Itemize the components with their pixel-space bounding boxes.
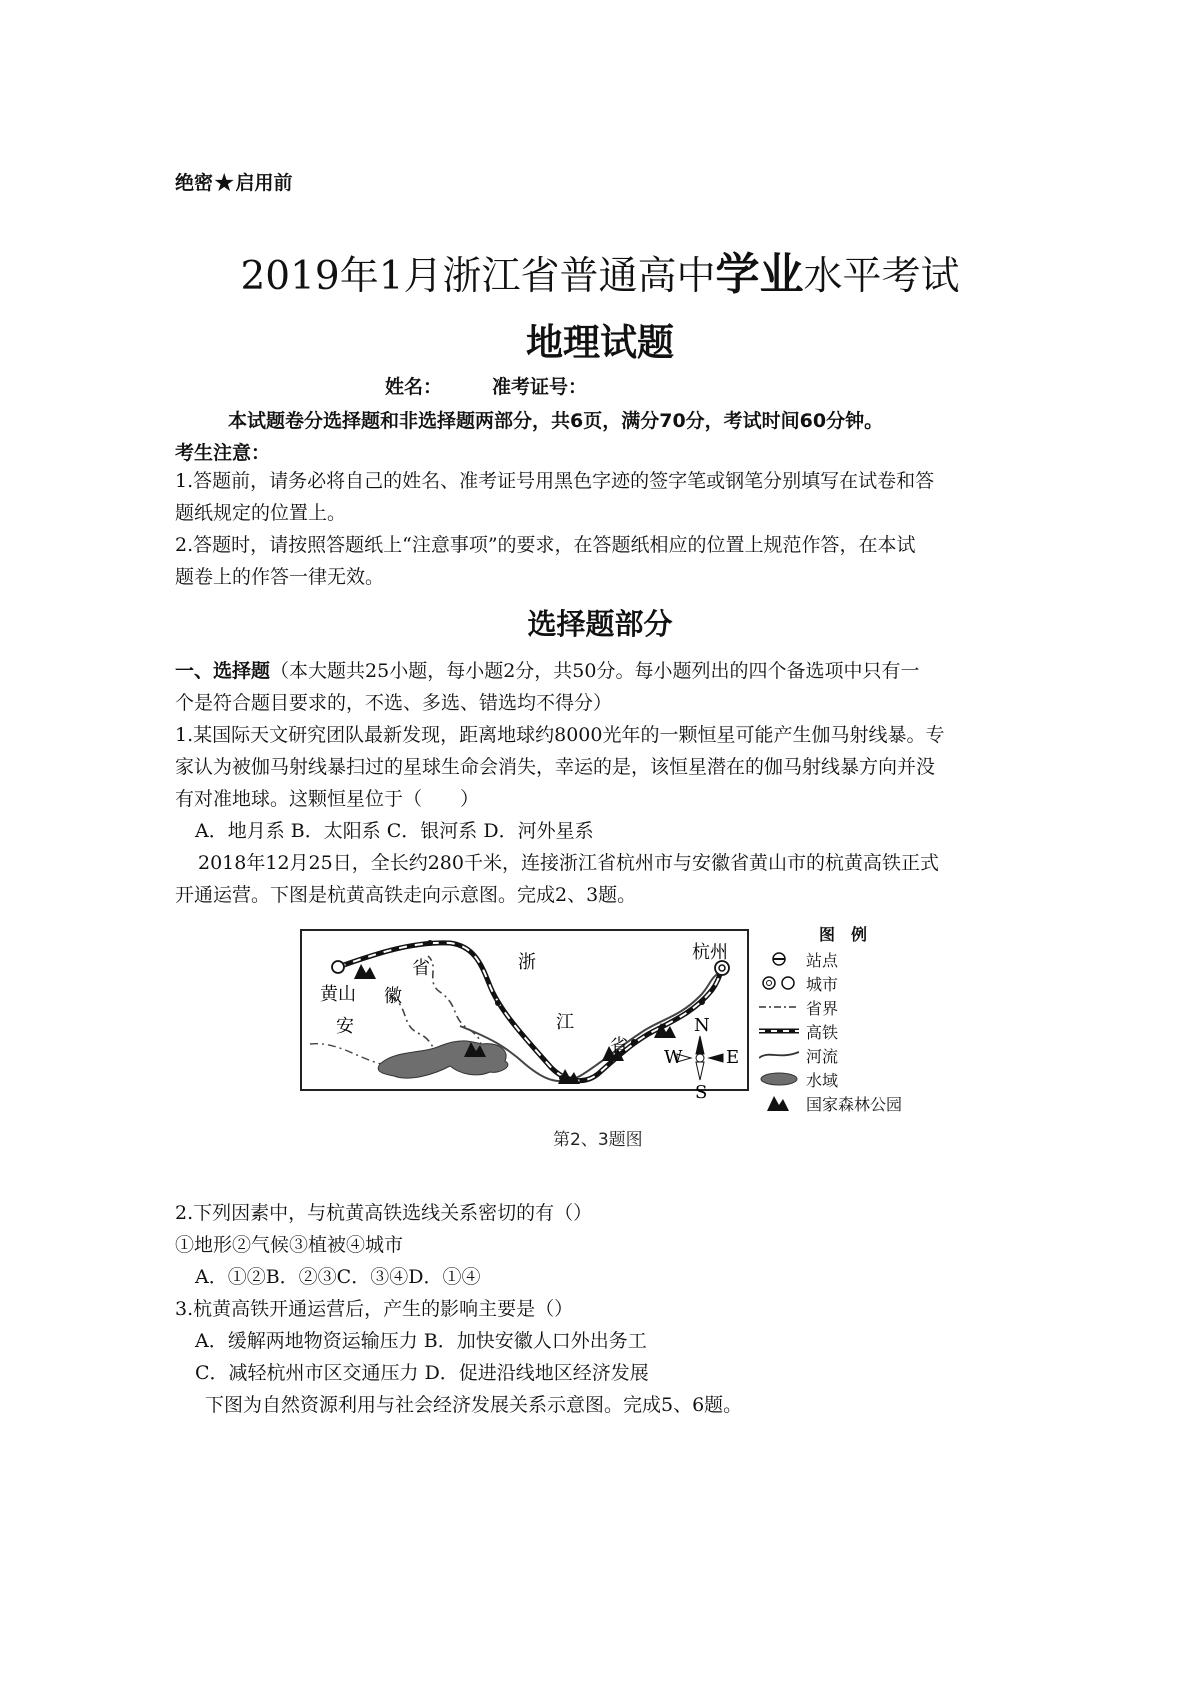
notice-item-2-line-1: 2.答题时，请按照答题纸上“注意事项”的要求，在答题纸相应的位置上规范作答，在本试 (175, 534, 916, 556)
q1-options: A．地月系 B．太阳系 C．银河系 D．河外星系 (195, 820, 594, 842)
railway-icon (758, 1025, 800, 1037)
part-label: 一、选择题 (175, 660, 271, 682)
legend-label: 高铁 (806, 1022, 839, 1042)
label-huangshan: 黄山 (320, 984, 356, 1005)
q1-line-2: 家认为被伽马射线暴扫过的星球生命会消失，幸运的是，该恒星潜在的伽马射线暴方向并没 (175, 756, 936, 778)
legend-item-boundary (758, 995, 928, 1019)
q3-options-line-2: C．减轻杭州市区交通压力 D．促进沿线地区经济发展 (195, 1362, 649, 1384)
huangshan-city-marker (332, 961, 344, 973)
label-hangzhou: 杭州 (692, 942, 728, 963)
forest-park-icon (758, 1095, 800, 1111)
station (495, 1000, 501, 1006)
exam-title (0, 238, 1200, 302)
q2-stem: 2.下列因素中，与杭黄高铁选线关系密切的有（） (175, 1202, 593, 1224)
station (631, 1039, 637, 1045)
title-part: 2019年1月浙江省普通高中 (240, 254, 716, 299)
section-title: 选择题部分 (527, 607, 673, 641)
notice-item-1-line-2: 题纸规定的位置上。 (175, 502, 347, 524)
star-icon: ★ (213, 168, 236, 197)
q2-factors: ①地形②气候③植被④城市 (175, 1234, 404, 1256)
city-icon (758, 975, 800, 991)
id-label: 准考证号： (492, 376, 588, 398)
notice-item-1-line-1: 1.答题前，请务必将自己的姓名、准考证号用黑色字迹的签字笔或钢笔分别填写在试卷和答 (175, 470, 935, 492)
compass-w: W (664, 1047, 683, 1068)
station (699, 999, 705, 1005)
figure-caption: 第2、3题图 (553, 1130, 643, 1150)
label-hui: 徽 (384, 986, 402, 1007)
label-an: 安 (336, 1016, 354, 1037)
confidential-label (175, 168, 292, 197)
legend-label: 站点 (806, 950, 839, 970)
part-intro-line-1 (175, 656, 919, 686)
station-icon (758, 951, 800, 967)
label-zhe: 浙 (518, 952, 536, 973)
q1-line-1: 1.某国际天文研究团队最新发现，距离地球约8000光年的一颗恒星可能产生伽马射线暴。专 (175, 724, 945, 746)
part-desc: （本大题共25小题，每小题2分，共50分。每小题列出的四个备选项中只有一 (270, 660, 920, 682)
compass-s: S (695, 1082, 708, 1103)
compass-n: N (694, 1015, 710, 1036)
notice-item-2-line-2: 题卷上的作答一律无效。 (175, 566, 385, 588)
exam-intro: 本试题卷分选择题和非选择题两部分，共6页，满分70分，考试时间60分钟。 (228, 410, 884, 432)
legend-item-water (758, 1067, 928, 1091)
name-label: 姓名： (385, 376, 443, 398)
legend-title: 图 例 (818, 925, 867, 944)
compass-e: E (726, 1047, 740, 1068)
legend-label: 省界 (806, 998, 839, 1018)
candidate-info (385, 372, 587, 399)
passage-line-2: 开通运营。下图是杭黄高铁走向示意图。完成2、3题。 (175, 884, 637, 906)
title-part-bold: 学业 (715, 249, 804, 300)
label-jiang: 江 (556, 1012, 574, 1033)
legend-label: 城市 (806, 974, 839, 994)
next-passage-intro: 下图为自然资源利用与社会经济发展关系示意图。完成5、6题。 (205, 1394, 743, 1416)
secret-text-post: 启用前 (235, 172, 293, 194)
part-intro-line-2: 个是符合题目要求的，不选、多选、错选均不得分） (175, 692, 613, 714)
river-icon (758, 1048, 800, 1062)
q1-line-3: 有对准地球。这颗恒星位于（ ） (175, 788, 480, 810)
q2-options: A．①②B．②③C．③④D．①④ (195, 1266, 481, 1288)
legend-item-railway (758, 1019, 928, 1043)
secret-text: 绝密 (175, 172, 214, 194)
q3-options-line-1: A．缓解两地物资运输压力 B．加快安徽人口外出务工 (195, 1330, 647, 1352)
map-legend (758, 922, 928, 1115)
subject-title: 地理试题 (526, 321, 674, 364)
legend-label: 河流 (806, 1046, 839, 1066)
notice-heading: 考生注意： (175, 442, 271, 464)
legend-item-river (758, 1043, 928, 1067)
q3-stem: 3.杭黄高铁开通运营后，产生的影响主要是（） (175, 1298, 574, 1320)
legend-item-park (758, 1091, 928, 1115)
label-sheng-2: 省 (610, 1036, 628, 1057)
legend-label: 国家森林公园 (806, 1094, 903, 1114)
legend-item-city (758, 971, 928, 995)
title-part: 水平考试 (803, 254, 960, 299)
station (427, 940, 433, 946)
label-sheng-1: 省 (412, 958, 430, 979)
water-icon (758, 1071, 800, 1087)
legend-item-station (758, 947, 928, 971)
boundary-icon (758, 1001, 800, 1013)
passage-line-1: 2018年12月25日，全长约280千米，连接浙江省杭州市与安徽省黄山市的杭黄高铁正式 (198, 852, 939, 874)
hangzhou-city-inner (719, 965, 725, 971)
legend-label: 水域 (806, 1070, 839, 1090)
